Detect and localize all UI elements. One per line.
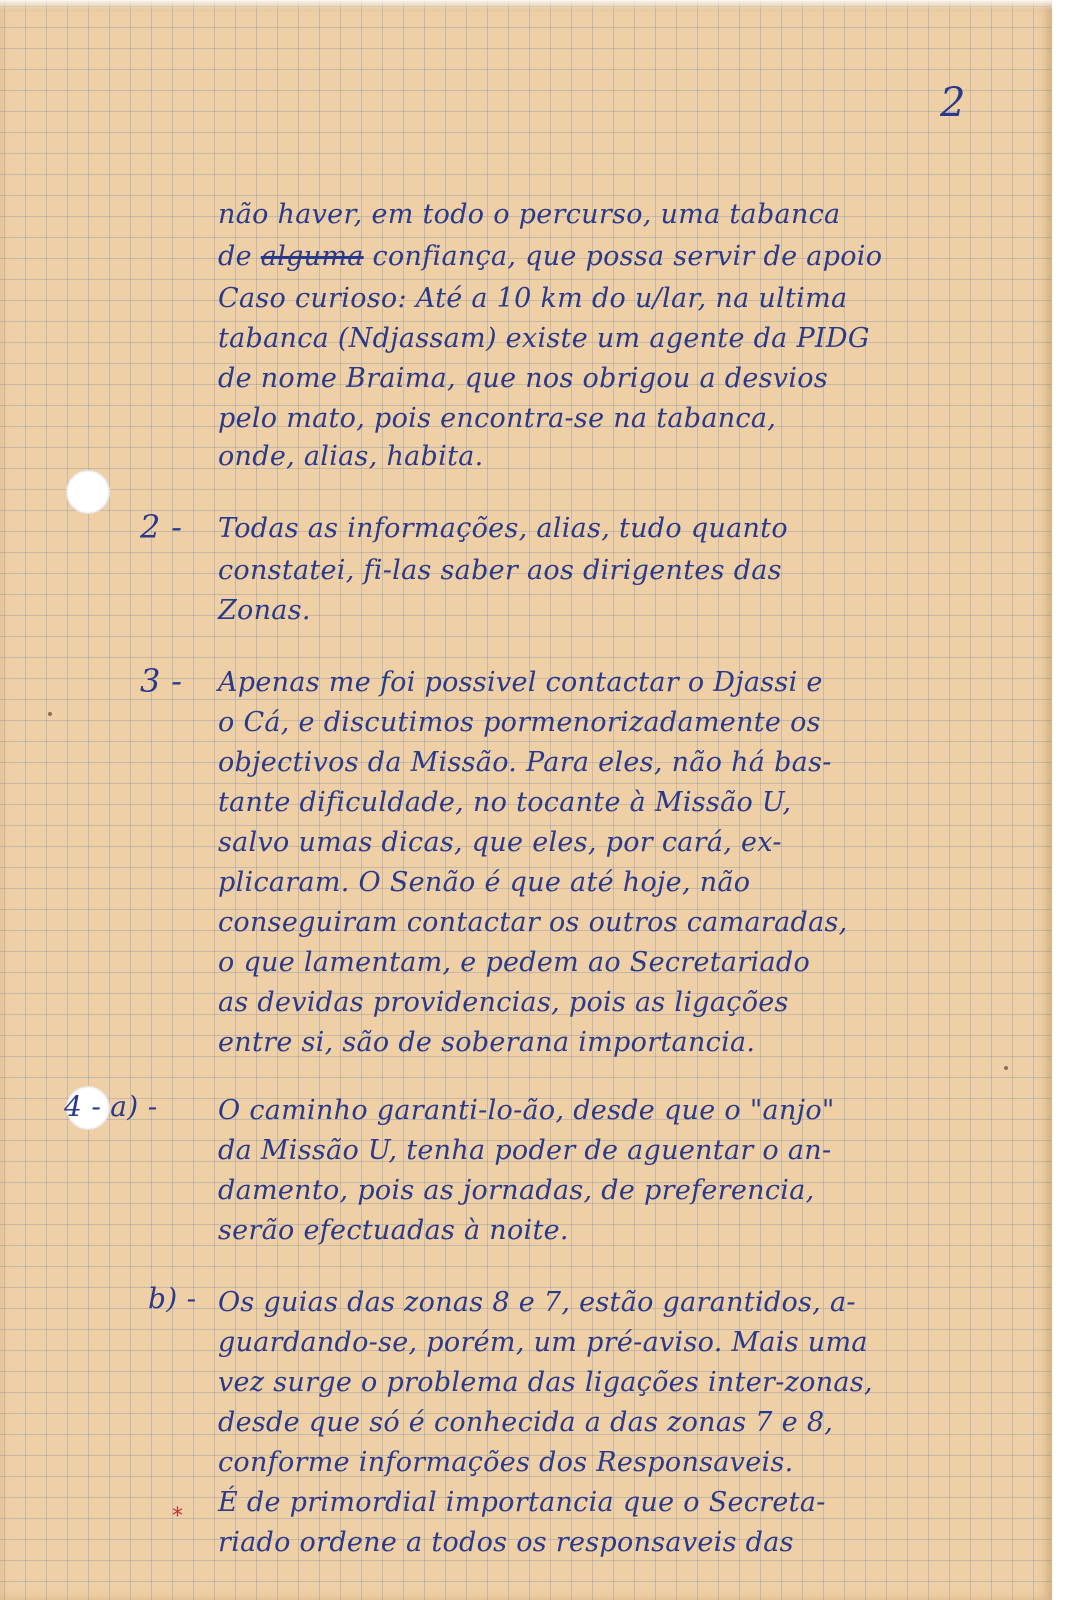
- text-line: Os guias das zonas 8 e 7, estão garantidos, a-: [218, 1287, 856, 1318]
- text-line: conseguiram contactar os outros camaradas,: [218, 907, 848, 938]
- text-line: riado ordene a todos os responsaveis das: [218, 1527, 794, 1558]
- item-marker: 4 - a) -: [64, 1090, 158, 1123]
- text-line: de nome Braima, que nos obrigou a desvios: [218, 363, 829, 394]
- text-fragment: [364, 241, 373, 272]
- text-line: damento, pois as jornadas, de preferencia,: [218, 1175, 815, 1206]
- text-line: Todas as informações, alias, tudo quanto: [218, 513, 788, 544]
- text-line: não haver, em todo o percurso, uma tabanca: [218, 199, 841, 230]
- text-fragment: de: [218, 241, 261, 272]
- text-line: constatei, fi-las saber aos dirigentes das: [218, 555, 782, 586]
- text-line: [218, 238, 882, 276]
- text-line: tabanca (Ndjassam) existe um agente da PIDG: [218, 323, 870, 354]
- text-line: guardando-se, porém, um pré-aviso. Mais uma: [218, 1327, 868, 1358]
- punch-hole-top: [66, 470, 110, 514]
- text-line: o que lamentam, e pedem ao Secretariado: [218, 947, 811, 978]
- text-line: onde, alias, habita.: [218, 441, 484, 472]
- text-line: O caminho garanti-lo-ão, desde que o "anjo": [218, 1095, 835, 1126]
- paper-speck: [48, 712, 52, 716]
- text-line: Apenas me foi possivel contactar o Djassi e: [218, 667, 823, 698]
- text-line: o Cá, e discutimos pormenorizadamente os: [218, 707, 821, 738]
- text-line: desde que só é conhecida a das zonas 7 e 8,: [218, 1407, 834, 1438]
- text-line: vez surge o problema das ligações inter-zonas,: [218, 1367, 873, 1398]
- sheet-torn-edge: [0, 0, 1052, 10]
- text-line: tante dificuldade, no tocante à Missão U,: [218, 787, 792, 818]
- text-line: pelo mato, pois encontra-se na tabanca,: [218, 403, 777, 434]
- text-line: conforme informações dos Responsaveis.: [218, 1447, 794, 1478]
- page-number: 2: [940, 80, 966, 126]
- text-line: plicaram. O Senão é que até hoje, não: [218, 867, 751, 898]
- text-line: serão efectuadas à noite.: [218, 1215, 569, 1246]
- item-marker: b) -: [148, 1282, 197, 1315]
- item-marker: 2 -: [140, 508, 183, 546]
- text-line: as devidas providencias, pois as ligações: [218, 987, 789, 1018]
- text-line: Caso curioso: Até a 10 km do u/lar, na ultima: [218, 283, 848, 314]
- text-line: salvo umas dicas, que eles, por cará, ex-: [218, 827, 782, 858]
- paper-speck: [1004, 1066, 1008, 1070]
- text-fragment: confiança, que possa servir de apoio: [372, 241, 883, 272]
- struck-word: alguma: [260, 241, 364, 272]
- text-line: da Missão U, tenha poder de aguentar o an-: [218, 1135, 832, 1166]
- item-marker: 3 -: [140, 662, 183, 700]
- text-line: É de primordial importancia que o Secreta-: [218, 1487, 826, 1518]
- text-line: Zonas.: [218, 595, 311, 626]
- text-line: entre si, são de soberana importancia.: [218, 1027, 756, 1058]
- text-line: objectivos da Missão. Para eles, não há bas-: [218, 747, 832, 778]
- margin-asterisk: *: [172, 1504, 183, 1529]
